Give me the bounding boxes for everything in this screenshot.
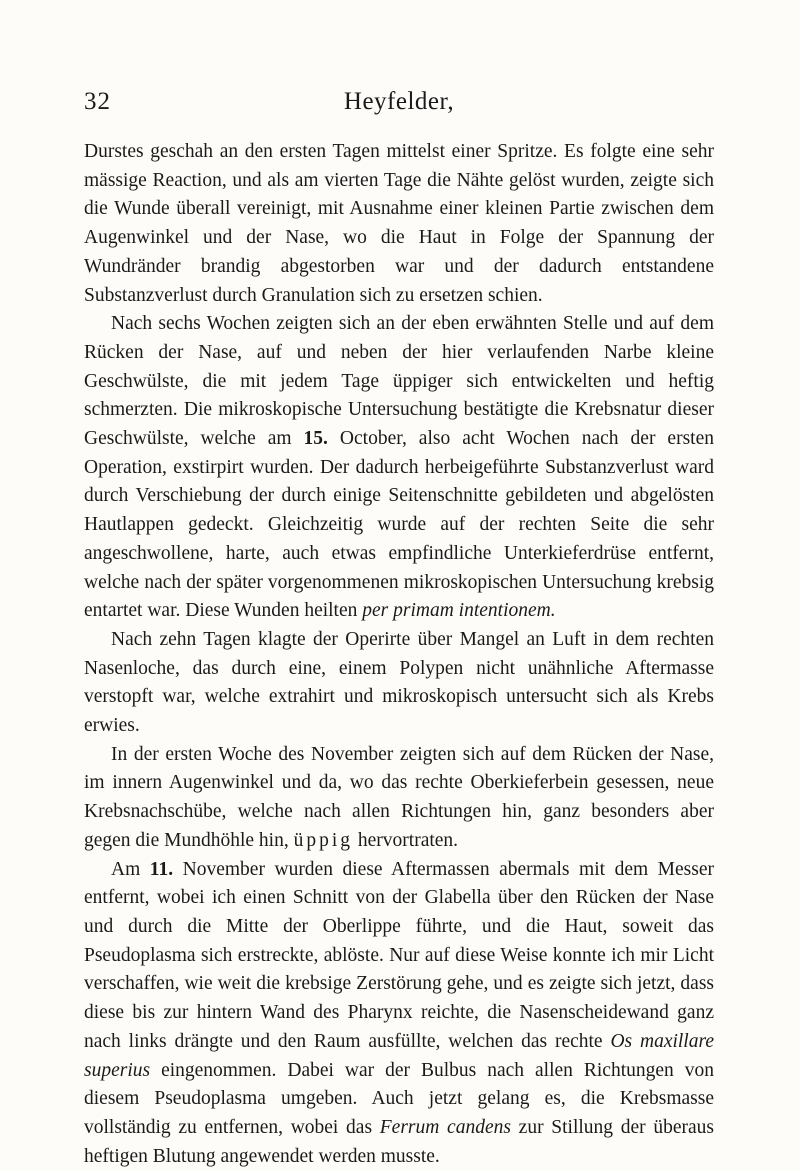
text-run: hervortraten. [353, 829, 459, 851]
text-run: October, also acht Wochen nach der ersten Operation, exstirpirt wurden. Der dadurch herbeigeführte Substanzverlust ward durch Verschiebung der durch einige Seitenschnitte gebildeten und abgelösten Hautlappen gedeckt. Gleichzeitig wurde auf der rechten Seite die sehr angeschwollene, harte, auch etwas empfindliche Unterkieferdrüse entfernt, welche nach der später vorgenommenen mikroskopischen Untersuchung krebsig entartet war. Diese Wunden heilten [84, 428, 714, 622]
body-text [84, 138, 714, 1171]
latin-term: per primam intentionem. [362, 600, 556, 622]
paragraph [84, 138, 714, 310]
latin-term: Ferrum candens [379, 1116, 511, 1138]
paragraph [84, 626, 714, 741]
text-run: In der ersten Woche des November zeigten sich auf dem Rücken der Nase, im innern Augenwinkel und da, wo das rechte Oberkieferbein gesessen, neue Krebsnachschübe, welche nach allen Richtungen hin, ganz besonders aber gegen die Mundhöhle hin, [84, 743, 714, 851]
text-run: Nach sechs Wochen zeigten sich an der eben erwähnten Stelle und auf dem Rücken der Nase, auf und neben der hier verlaufenden Narbe kleine Geschwülste, die mit jedem Tage üppiger sich entwickelten und heftig schmerzten. Die mikroskopische Untersuchung bestätigte die Krebsnatur dieser Geschwülste, welche am [84, 313, 714, 450]
text-run: Nach zehn Tagen klagte der Operirte über Mangel an Luft in dem rechten Nasenloche, das durch eine, einem Polypen nicht unähnliche Aftermasse verstopft war, welche extrahirt und mikroskopisch untersucht sich als Krebs erwies. [84, 628, 714, 737]
running-head [84, 88, 714, 118]
page-number: 32 [84, 88, 111, 115]
date-number: 15. [303, 428, 328, 450]
text-run: Durstes geschah an den ersten Tagen mittelst einer Spritze. Es folgte eine sehr mässige Reaction, und als am vierten Tage die Nähte gelöst wurden, zeigte sich die Wunde überall vereinigt, mit Ausnahme einer kleinen Partie zwischen dem Augenwinkel und der Nase, wo die Haut in Folge der Spannung der Wundränder brandig abgestorben war und der dadurch entstandene Substanzverlust durch Granulation sich zu ersetzen schien. [84, 141, 714, 306]
paragraph [84, 741, 714, 856]
paragraph [84, 856, 714, 1171]
text-run: zur Stillung der überaus heftigen Blutung angewendet werden musste. [84, 1116, 714, 1167]
text-run: Am [111, 858, 150, 880]
text-run: eingenommen. Dabei war der Bulbus nach allen Richtungen von diesem Pseudoplasma umgeben. Auch jetzt gelang es, die Krebsmasse vollständig zu entfernen, wobei das [84, 1059, 714, 1138]
emphasized-word: üppig [293, 829, 354, 851]
date-number: 11. [149, 858, 174, 880]
paragraph [84, 310, 714, 626]
running-title: Heyfelder, [343, 88, 455, 115]
text-run: November wurden diese Aftermassen abermals mit dem Messer entfernt, wobei ich einen Schnitt von der Glabella über den Rücken der Nase und durch die Mitte der Oberlippe führte, und die Haut, soweit das Pseudoplasma sich erstreckte, ablöste. Nur auf diese Weise konnte ich mir Licht verschaffen, wie weit die krebsige Zerstörung gehe, und es zeigte sich jetzt, dass diese bis zur hintern Wand des Pharynx reichte, die Nasenscheidewand ganz nach links drängte und den Raum ausfüllte, welchen das rechte [84, 858, 715, 1052]
latin-term: Os maxillare superius [84, 1030, 714, 1081]
